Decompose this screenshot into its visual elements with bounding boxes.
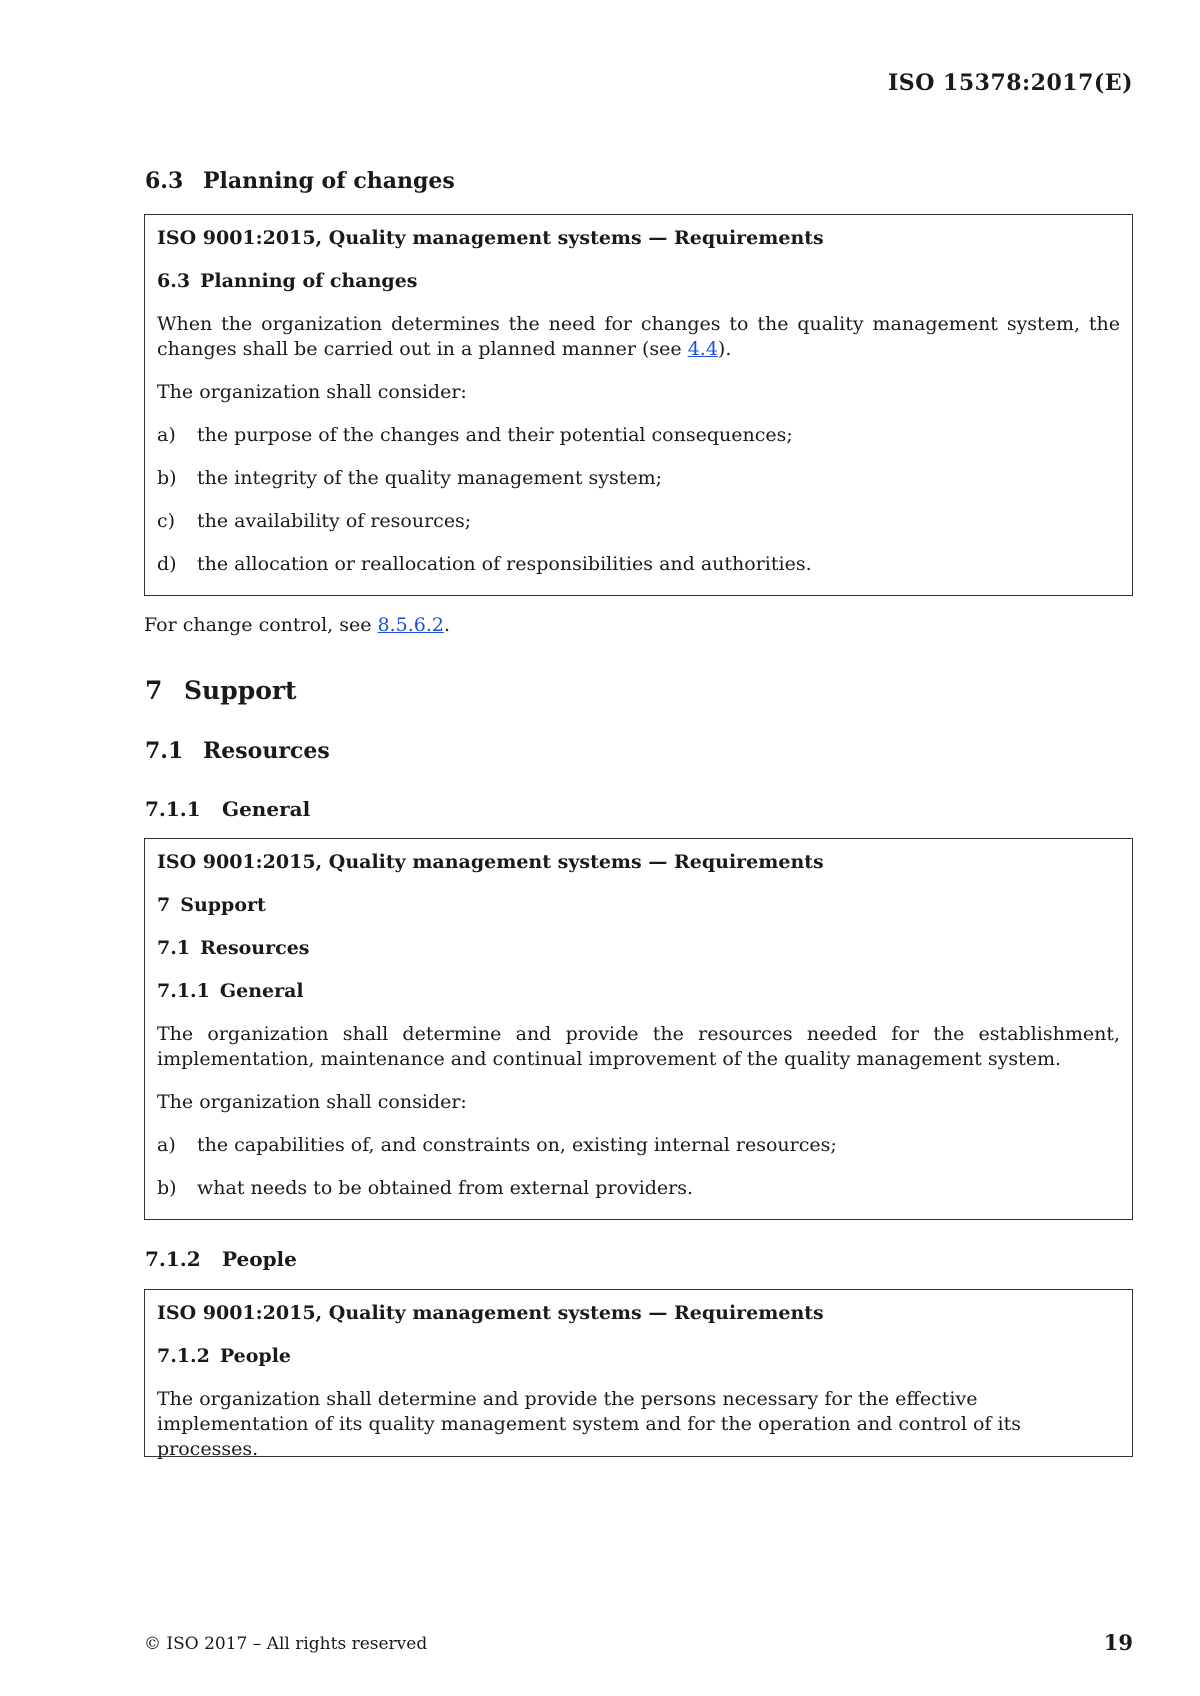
list-text: what needs to be obtained from external providers. <box>197 1177 694 1199</box>
standard-title: ISO 9001:2015, Quality management systems — Requirements <box>157 851 824 873</box>
consider-text: The organization shall consider: <box>157 381 467 403</box>
heading-title: General <box>222 797 311 821</box>
list-label: b) <box>157 1177 177 1199</box>
box-subheading-title: People <box>219 1345 292 1367</box>
box-paragraph: The organization shall determine and provide the persons necessary for the effective implementation of its quality management system and for the operation and control of its processes. <box>157 1388 1021 1460</box>
heading-number: 7.1.2 <box>145 1247 201 1271</box>
box-subheading-title: Resources <box>200 937 310 959</box>
box-subheading <box>157 936 1120 961</box>
heading-number: 7.1 <box>145 738 184 764</box>
list-text: the capabilities of, and constraints on, existing internal resources; <box>197 1134 837 1156</box>
box-paragraph: The organization shall determine and provide the resources needed for the establishment, implementation, maintenance and continual improvement of the quality management system. <box>157 1023 1120 1070</box>
heading-number: 6.3 <box>145 168 184 194</box>
list-item <box>157 1176 1120 1201</box>
list-label: b) <box>157 467 177 489</box>
standard-title: ISO 9001:2015, Quality management systems — Requirements <box>157 227 824 249</box>
standard-title: ISO 9001:2015, Quality management systems — Requirements <box>157 1302 824 1324</box>
box-subheading-number: 7.1 <box>157 937 191 959</box>
box-subheading-title: Support <box>180 894 266 916</box>
list-text: the allocation or reallocation of responsibilities and authorities. <box>197 553 812 575</box>
heading-title: Resources <box>203 738 330 764</box>
page-number: 19 <box>1103 1630 1133 1655</box>
list-item <box>157 466 1120 491</box>
heading-6-3 <box>145 168 455 194</box>
paragraph-text: When the organization determines the need for changes to the quality management system, the changes shall be carried out in a planned manner (see <box>157 313 1120 360</box>
link-4-4[interactable]: 4.4 <box>687 338 718 360</box>
heading-title: Planning of changes <box>203 168 455 194</box>
heading-number: 7.1.1 <box>145 797 201 821</box>
heading-number: 7 <box>145 676 163 705</box>
list-label: d) <box>157 553 177 575</box>
box-subheading <box>157 269 1120 294</box>
heading-title: Support <box>184 676 297 705</box>
quote-box-7-1-1 <box>144 838 1133 1220</box>
list-item <box>157 1133 1120 1158</box>
box-subheading <box>157 893 1120 918</box>
list-label: a) <box>157 424 176 446</box>
quote-box-7-1-2 <box>144 1289 1133 1460</box>
heading-7-1-1 <box>145 797 310 821</box>
box-subheading-number: 7.1.2 <box>157 1345 210 1367</box>
box-subheading-number: 7 <box>157 894 171 916</box>
list-item <box>157 509 1120 534</box>
note-text-end: . <box>444 614 451 636</box>
document-id: ISO 15378:2017(E) <box>888 70 1133 96</box>
list-item <box>157 552 1120 577</box>
list-text: the purpose of the changes and their potential consequences; <box>197 424 793 446</box>
heading-title: People <box>222 1247 297 1271</box>
box-subheading <box>157 979 1120 1004</box>
box-subheading <box>157 1344 1120 1369</box>
list-text: the availability of resources; <box>197 510 472 532</box>
copyright-notice: © ISO 2017 – All rights reserved <box>144 1634 428 1654</box>
box-subheading-title: Planning of changes <box>200 270 418 292</box>
list-text: the integrity of the quality management system; <box>197 467 663 489</box>
box-subheading-number: 6.3 <box>157 270 191 292</box>
box-subheading-title: General <box>219 980 304 1002</box>
list-label: a) <box>157 1134 176 1156</box>
link-8-5-6-2[interactable]: 8.5.6.2 <box>377 614 444 636</box>
list-label: c) <box>157 510 176 532</box>
box-subheading-number: 7.1.1 <box>157 980 210 1002</box>
box-paragraph <box>157 312 1120 362</box>
change-control-note <box>144 614 450 636</box>
consider-text: The organization shall consider: <box>157 1091 467 1113</box>
paragraph-text-end: ). <box>717 338 732 360</box>
note-text: For change control, see <box>144 614 378 636</box>
quote-box-6-3 <box>144 214 1133 596</box>
heading-7-1-2 <box>145 1247 297 1271</box>
heading-7-1 <box>145 738 330 764</box>
heading-7 <box>145 676 297 705</box>
list-item <box>157 423 1120 448</box>
